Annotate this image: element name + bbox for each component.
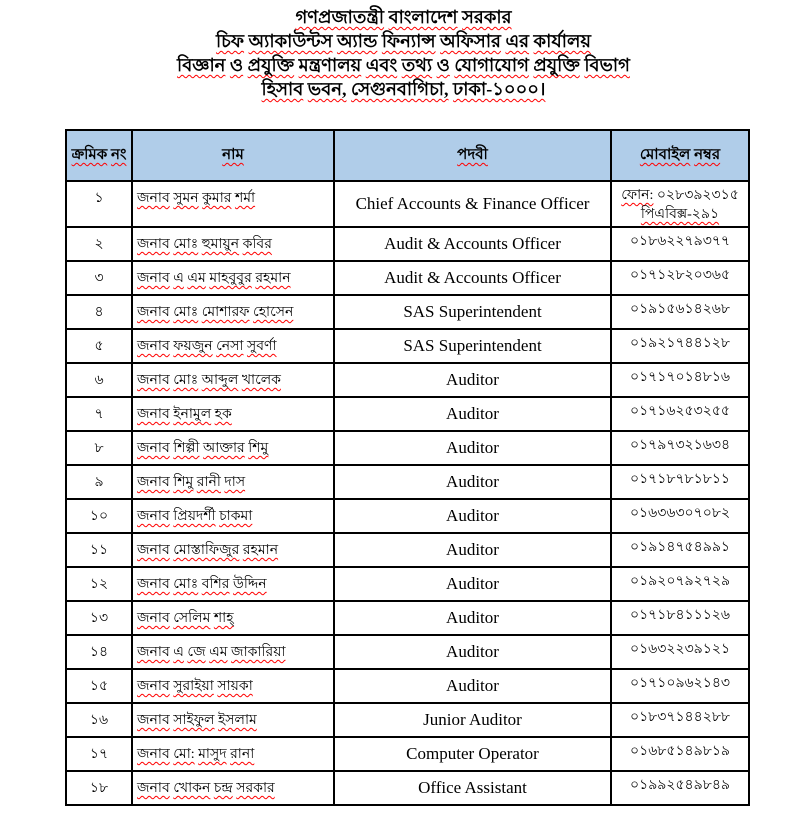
designation-cell: Auditor [334,465,611,499]
mobile-line [616,266,744,285]
name-cell [132,465,334,499]
word: মাসুদ [198,747,227,762]
word: ০১৭১০৯৬২১৪৩ [629,676,731,691]
mobile-cell [611,567,749,601]
word: রানী [196,475,221,490]
column-header-designation [334,130,611,181]
word: ফয়জুন [173,339,213,354]
word: চিফ [216,31,245,51]
serial-cell: ১১ [66,533,132,567]
word: জনাব [137,645,170,660]
word: এম [209,645,228,660]
mobile-line [616,300,744,319]
mobile-cell [611,703,749,737]
mobile-line [616,708,744,727]
designation-cell: Auditor [334,533,611,567]
word: ০১৯১৪৭৫৪৯৯১ [630,540,730,555]
word: ফোন: [621,188,654,203]
word: ০১৯১৫৬১৪২৬৮ [629,302,730,317]
serial-cell: ৮ [66,431,132,465]
designation-cell: Auditor [334,431,611,465]
name-cell [132,329,334,363]
word: ০১৮৬২২৭৯৩৭৭ [629,234,731,249]
designation-cell: Auditor [334,397,611,431]
serial-cell: ২ [66,227,132,261]
word: ০১৭১৮৭৮১৮১১ [630,472,730,487]
mobile-cell [611,465,749,499]
word: পদবী [457,147,488,163]
mobile-cell [611,669,749,703]
serial-cell: ৪ [66,295,132,329]
word: ইনামুল [173,407,212,422]
word: ০১৭১৮৪১১১২৬ [629,608,730,623]
word: দাস [224,475,246,490]
word: চাকমা [219,509,253,524]
word: শাহ্ [213,611,234,626]
mobile-line [616,368,744,387]
word: সরকার [462,7,512,27]
mobile-line [616,334,744,353]
serial-cell: ১ [66,181,132,227]
table-row [66,329,749,363]
word: ও [229,55,244,75]
mobile-cell [611,771,749,805]
ministry-title [0,53,807,77]
word: জনাব [137,611,170,626]
mobile-cell [611,363,749,397]
serial-cell: ১৩ [66,601,132,635]
table-row [66,601,749,635]
mobile-cell [611,397,749,431]
word: মোশারফ [201,305,250,320]
word: ০১৭৯৭৩২১৬৩৪ [629,438,731,453]
word: হুমায়ুন [201,237,240,252]
designation-cell: Auditor [334,635,611,669]
serial-cell: ১২ [66,567,132,601]
table-row [66,465,749,499]
table-row [66,181,749,227]
word: আব্দুল [201,373,239,388]
word: ঢাকা-১০০০। [453,79,546,99]
serial-cell: ৩ [66,261,132,295]
word: রহমান [242,543,279,558]
word: জনাব [137,271,170,286]
name-cell [132,431,334,465]
mobile-line [616,186,744,205]
word: জনাব [137,747,170,762]
word: ০১৬৩৬৩০৭০৮২ [629,506,731,521]
mobile-line [616,776,744,795]
word: ০১৭১৭০১৪৮১৬ [629,370,731,385]
document-header [0,0,807,101]
word: মো: [173,747,195,762]
name-cell [132,567,334,601]
mobile-line [616,504,744,523]
word: নাম [222,147,244,163]
word: জনাব [137,373,170,388]
word: জনাব [137,441,170,456]
mobile-line [616,674,744,693]
word: জনাব [137,543,170,558]
mobile-cell [611,737,749,771]
word: খোকন [173,781,211,796]
word: শিল্পী [173,441,200,456]
serial-cell: ১০ [66,499,132,533]
word: ০১৭১২৮২০৩৬৫ [629,268,731,283]
word: জনাব [137,305,170,320]
word: ইসলাম [218,713,257,728]
word: অফিসার [440,31,501,51]
word: মোবাইল [639,147,691,163]
word: এ [173,271,184,286]
designation-cell: Office Assistant [334,771,611,805]
mobile-line [616,538,744,557]
name-cell [132,499,334,533]
mobile-cell [611,181,749,227]
table-head [66,130,749,181]
word: বিভাগ [584,55,630,75]
mobile-cell [611,533,749,567]
mobile-cell [611,499,749,533]
word: জনাব [137,781,170,796]
table-row [66,737,749,771]
table-row [66,567,749,601]
name-cell [132,363,334,397]
name-cell [132,261,334,295]
mobile-line [616,606,744,625]
column-header-name [132,130,334,181]
word: মোঃ [173,577,199,592]
word: তথ্য [401,55,433,75]
word: প্রযুক্তি [533,55,580,75]
word: হিসাব [261,79,304,99]
address-line [0,77,807,101]
word: পিএবিক্স-২৯১ [640,207,720,222]
word: শিমু [248,441,269,456]
word: গণপ্রজাতন্ত্রী [295,7,385,27]
word: শর্মা [234,191,256,206]
word: জনাব [137,679,170,694]
designation-cell: Audit & Accounts Officer [334,227,611,261]
designation-cell: Auditor [334,363,611,397]
mobile-cell [611,601,749,635]
word: এবং [365,55,398,75]
name-cell [132,635,334,669]
word: হক [214,407,232,422]
word: জাকারিয়া [231,645,286,660]
word: ০১৬৩২২৩৯১২১ [629,642,731,657]
word: ক্রমিক [71,147,108,163]
word: চন্দ্র [213,781,233,796]
table-row [66,397,749,431]
mobile-line [616,402,744,421]
name-cell [132,737,334,771]
table-row [66,635,749,669]
word: রহমান [255,271,291,286]
name-cell [132,703,334,737]
word: ও [436,55,450,75]
serial-cell: ৫ [66,329,132,363]
mobile-cell [611,295,749,329]
mobile-cell [611,261,749,295]
name-cell [132,601,334,635]
name-cell [132,295,334,329]
designation-cell: SAS Superintendent [334,295,611,329]
word: ফিন্যান্স [381,31,436,51]
mobile-line [616,572,744,591]
word: মোঃ [173,237,199,252]
designation-cell: Junior Auditor [334,703,611,737]
word: সাইফুল [173,713,215,728]
word: খালেক [241,373,281,388]
word: জনাব [137,407,170,422]
word: শিমু [173,475,194,490]
word: মোঃ [173,305,199,320]
mobile-line [616,232,744,251]
table-row [66,295,749,329]
word: সুমন [173,191,199,206]
designation-cell: Computer Operator [334,737,611,771]
name-cell [132,771,334,805]
table-row [66,499,749,533]
word: রানা [230,747,255,762]
office-title [0,29,807,53]
word: ০১৯৯২৫৪৯৮৪৯ [630,778,730,793]
word: জনাব [137,475,170,490]
word: অ্যাকাউন্টস [248,31,333,51]
serial-cell: ৭ [66,397,132,431]
word: জনাব [137,237,170,252]
column-header-serial [66,130,132,181]
table-row [66,771,749,805]
serial-cell: ৬ [66,363,132,397]
word: সায়কা [217,679,253,694]
word: ০১৭১৬২৫৩২৫৫ [629,404,731,419]
word: অ্যান্ড [336,31,378,51]
word: জনাব [137,191,170,206]
mobile-line [616,640,744,659]
mobile-cell [611,329,749,363]
word: নং [111,147,127,163]
word: এর [505,31,530,51]
serial-cell: ১৫ [66,669,132,703]
word: সেলিম [173,611,211,626]
table-row [66,533,749,567]
contact-list-table [65,129,750,806]
designation-cell: Chief Accounts & Finance Officer [334,181,611,227]
word: ০১৮৩৭১৪৪২৮৮ [629,710,730,725]
government-title [0,5,807,29]
column-header-mobile [611,130,749,181]
word: মোঃ [173,373,199,388]
table-row [66,227,749,261]
word: উদ্দিন [233,577,267,592]
word: জনাব [137,577,170,592]
word: হোসেন [253,305,294,320]
word: সরকার [236,781,275,796]
word: মন্ত্রণালয় [298,55,362,75]
word: কার্যালয় [533,31,591,51]
serial-cell: ১৬ [66,703,132,737]
word: জে [187,645,206,660]
table-body [66,181,749,805]
table-header-row [66,130,749,181]
word: মাহবুবুর [209,271,252,286]
designation-cell: Auditor [334,601,611,635]
word: ০১৯২১৭৪৪১২৮ [629,336,730,351]
word: নেসা [216,339,244,354]
designation-cell: SAS Superintendent [334,329,611,363]
word: জনাব [137,509,170,524]
word: ০১৯২০৭৯২৭২৯ [629,574,731,589]
word: সুবর্ণা [246,339,277,354]
word: প্রযুক্তি [247,55,295,75]
word: বিজ্ঞান [177,55,226,75]
word: আক্তার [203,441,245,456]
name-cell [132,669,334,703]
word: জনাব [137,339,170,354]
word: ০১৬৮৫১৪৯৮১৯ [630,744,730,759]
mobile-cell [611,227,749,261]
word: বাংলাদেশ [388,7,458,27]
mobile-cell [611,635,749,669]
mobile-line [616,470,744,489]
mobile-line [616,205,744,224]
name-cell [132,181,334,227]
word: সেগুনবাগিচা, [350,79,449,99]
name-cell [132,397,334,431]
table-row [66,669,749,703]
word: বশির [201,577,230,592]
word: মোস্তাফিজুর [173,543,240,558]
designation-cell: Auditor [334,669,611,703]
name-cell [132,227,334,261]
table-row [66,431,749,465]
name-cell [132,533,334,567]
word: ভবন, [307,79,347,99]
serial-cell: ১৪ [66,635,132,669]
word: কবির [242,237,272,252]
word: ০২৮৩৯২৩১৫ [656,188,739,203]
word: নম্বর [694,147,721,163]
designation-cell: Audit & Accounts Officer [334,261,611,295]
table-row [66,261,749,295]
serial-cell: ১৮ [66,771,132,805]
serial-cell: ১৭ [66,737,132,771]
mobile-line [616,436,744,455]
designation-cell: Auditor [334,567,611,601]
mobile-line [616,742,744,761]
word: যোগাযোগ [454,55,529,75]
mobile-cell [611,431,749,465]
serial-cell: ৯ [66,465,132,499]
word: কুমার [202,191,232,206]
word: এ [173,645,184,660]
word: জনাব [137,713,170,728]
designation-cell: Auditor [334,499,611,533]
table-row [66,703,749,737]
word: এম [187,271,206,286]
table-row [66,363,749,397]
word: প্রিয়দর্শী [173,509,216,524]
word: সুরাইয়া [173,679,214,694]
